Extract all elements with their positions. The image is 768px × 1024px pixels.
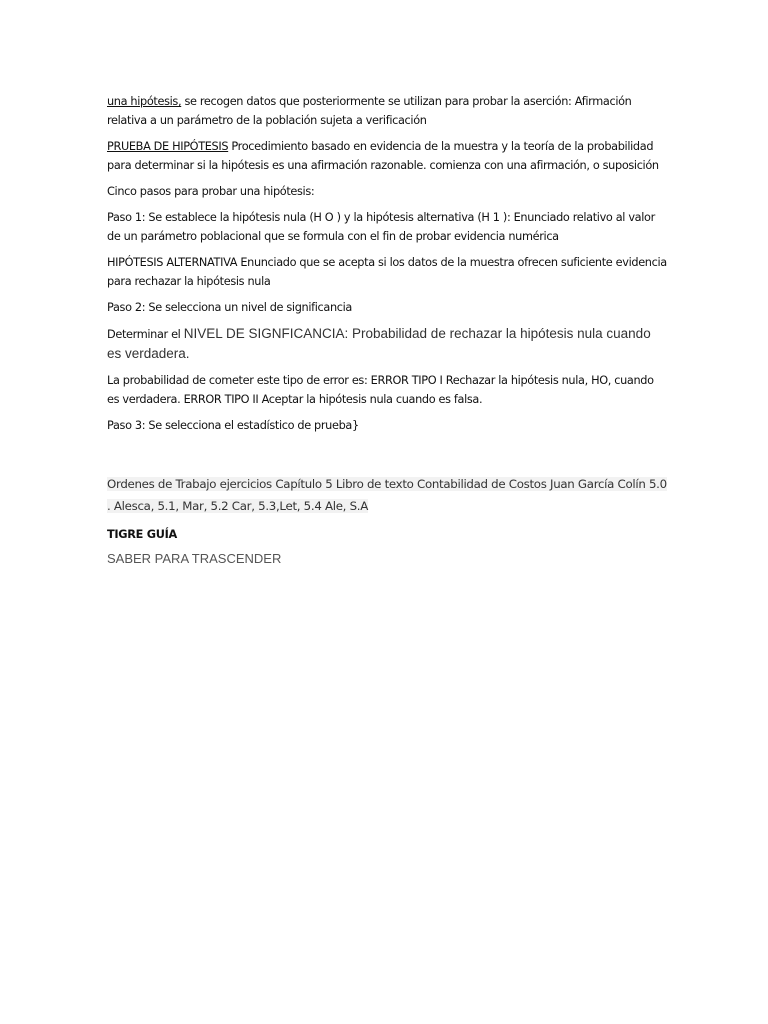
paragraph-step-3 [107,416,667,435]
hypothesis-test-text: Procedimiento basado en evidencia de la muestra y la teoría de la probabilidad para determinar si la hipótesis es una afirmación razonable. comienza con una afirmación, o suposición [107,140,659,172]
step-2-text: Se selecciona un nivel de significancia [145,301,353,314]
paragraph-error-types: La probabilidad de cometer este tipo de error es: ERROR TIPO I Rechazar la hipótesis nula, HO, cuando es verdadera. ERROR TIPO II Aceptar la hipótesis nula cuando es falsa. [107,374,654,406]
highlight-wrapper [107,473,667,517]
paragraph-significance-level [107,324,667,364]
step-2-label: Paso 2: [107,301,146,314]
document-body [107,92,667,568]
hypothesis-intro-text: se recogen datos que posteriormente se utilizan para probar la aserción: Afirmación relativa a un parámetro de la población sujeta a verificación [107,95,632,127]
paragraph-five-steps: Cinco pasos para probar una hipótesis: [107,185,315,198]
work-orders-highlight: Ordenes de Trabajo ejercicios Capítulo 5 Libro de texto Contabilidad de Costos Juan García Colín 5.0 . Alesca, 5.1, Mar, 5.2 Car, 5.3,Let, 5.4 Ale, S.A [107,477,667,513]
paragraph-step-1 [107,208,667,246]
paragraph-hypothesis-intro [107,92,667,130]
step-1-text: Se establece la hipótesis nula (H O ) y la hipótesis alternativa (H 1 ): Enunciado relativo al valor de un parámetro poblacional que se formula con el fin de probar evidencia numérica [107,211,655,243]
step-1-label: Paso 1: [107,211,146,224]
paragraph-hypothesis-test [107,137,667,175]
significance-definition: NIVEL DE SIGNFICANCIA: Probabilidad de rechazar la hipótesis nula cuando es verdadera. [107,326,651,361]
paragraph-step-2 [107,298,667,317]
tigre-guia-label: TIGRE GUÍA [107,528,177,541]
saber-para-trascender-label: SABER PARA TRASCENDER [107,551,282,566]
step-3-text: Se selecciona el estadístico de prueba} [145,419,359,432]
significance-lead: Determinar el [107,328,184,341]
step-3-label: Paso 3: [107,419,146,432]
hypothesis-test-heading: PRUEBA DE HIPÓTESIS [107,140,229,153]
paragraph-alternative-hypothesis: HIPÓTESIS ALTERNATIVA Enunciado que se acepta si los datos de la muestra ofrecen suficiente evidencia para rechazar la hipótesis nula [107,256,667,288]
hypothesis-link-text: una hipótesis, [107,95,182,108]
